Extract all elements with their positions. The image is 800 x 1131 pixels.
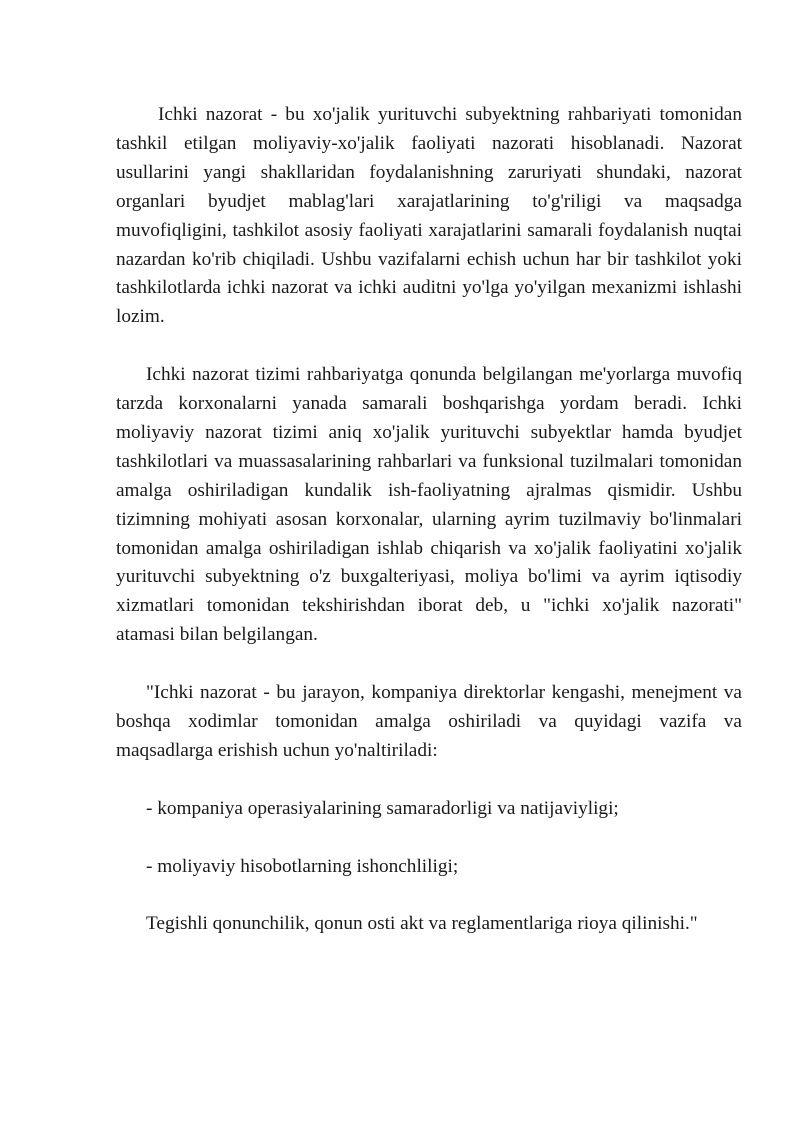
paragraph-spacer xyxy=(116,881,742,910)
paragraph-definition: "Ichki nazorat - bu jarayon, kompaniya direktorlar kengashi, menejment va boshqa xodimlar tomonidan amalga oshiriladi va quyidagi vazifa va maqsadlarga erishish uchun yo'naltiriladi: xyxy=(116,682,742,761)
document-page xyxy=(116,101,742,939)
paragraph-intro: Ichki nazorat - bu xo'jalik yurituvchi subyektning rahbariyati tomonidan tashkil etilgan moliyaviy-xo'jalik faoliyati nazorati hisoblanadi. Nazorat usullarini yangi shakllaridan foydalanishning zaruriyati shundaki, nazorat organlari byudjet mablag'lari xarajatlarining to'g'riligi va maqsadga muvofiqligini, tashkilot asosiy faoliyati xarajatlarini samarali foydalanish nuqtai nazardan ko'rib chiqiladi. Ushbu vazifalarni echish uchun har bir tashkilot yoki tashkilotlarda ichki nazorat va ichki auditni yo'lga yo'yilgan mexanizmi ishlashi lozim. xyxy=(116,104,742,328)
list-item-reliability: - moliyaviy hisobotlarning ishonchliligi; xyxy=(146,855,459,877)
paragraph-spacer xyxy=(116,332,742,361)
paragraph-spacer xyxy=(116,650,742,679)
paragraph-spacer xyxy=(116,824,742,853)
paragraph-system: Ichki nazorat tizimi rahbariyatga qonunda belgilangan me'yorlarga muvofiq tarzda korxonalarni yanada samarali boshqarishga yordam beradi. Ichki moliyaviy nazorat tizimi aniq xo'jalik yurituvchi subyektlar hamda byudjet tashkilotlari va muassasalarining rahbarlari va funksional tuzilmalari tomonidan amalga oshiriladigan kundalik ish-faoliyatning ajralmas qismidir. Ushbu tizimning mohiyati asosan korxonalar, ularning ayrim tuzilmaviy bo'linmalari tomonidan amalga oshiriladigan ishlab chiqarish va xo'jalik faoliyatini xo'jalik yurituvchi subyektning o'z buxgalteriyasi, moliya bo'limi va ayrim iqtisodiy xizmatlari tomonidan tekshirishdan iborat deb, u "ichki xo'jalik nazorati" atamasi bilan belgilangan. xyxy=(116,364,742,646)
list-item-efficiency: - kompaniya operasiyalarining samaradorligi va natijaviyligi; xyxy=(146,797,619,819)
paragraph-compliance: Tegishli qonunchilik, qonun osti akt va reglamentlariga rioya qilinishi." xyxy=(146,913,698,935)
paragraph-spacer xyxy=(116,766,742,795)
